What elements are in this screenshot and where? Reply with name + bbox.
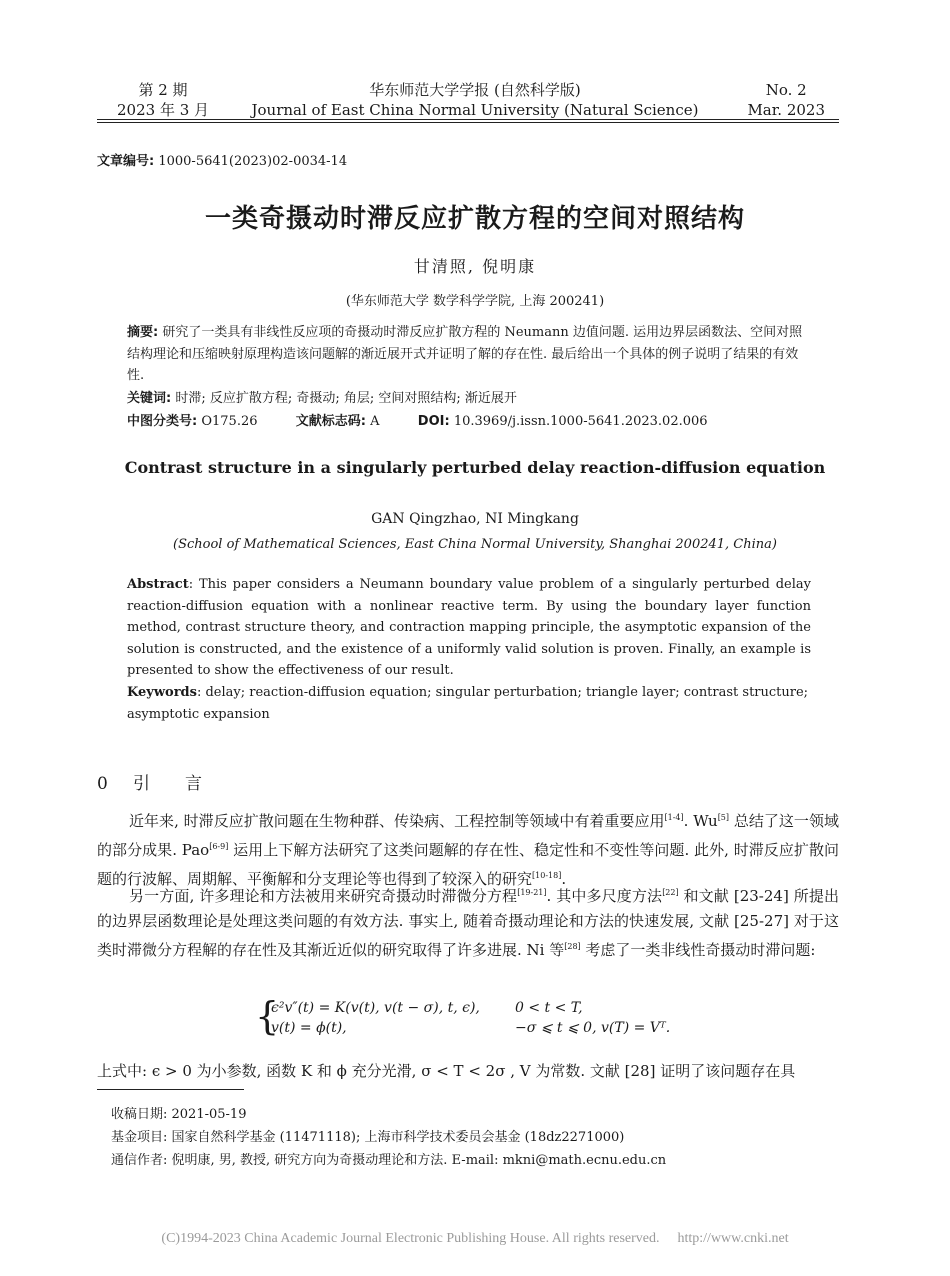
left-brace-icon: { (255, 994, 280, 1038)
issue-en: No. 2 (765, 81, 807, 99)
citation-22[interactable]: [22] (662, 888, 679, 897)
article-number-value: 1000-5641(2023)02-0034-14 (158, 154, 348, 169)
section-heading-introduction (97, 769, 202, 794)
p1-text-2: . Wu (683, 812, 718, 830)
header-rule-bottom (97, 122, 839, 123)
clc-value: O175.26 (201, 414, 258, 429)
abstract-cn (127, 322, 811, 387)
title-en: Contrast structure in a singularly perturbed delay reaction-diffusion equation (124, 458, 826, 477)
section-title-char1: 引 (133, 774, 150, 794)
affiliation-cn: (华东师范大学 数学科学学院, 上海 200241) (345, 294, 605, 309)
date-cn: 2023 年 3 月 (117, 101, 210, 119)
affiliation-en: (School of Mathematical Sciences, East China Normal University, Shanghai 200241, China) (173, 537, 777, 552)
p2-text-2: . 其中多尺度方法 (546, 887, 663, 905)
keywords-en-text: : delay; reaction-diffusion equation; singular perturbation; triangle layer; contrast structure; asymptotic expansion (127, 685, 809, 722)
copyright-url[interactable]: http://www.cnki.net (677, 1231, 789, 1246)
paragraph-2 (97, 880, 839, 963)
p2-text-3: 和文献 [23-24] 所提出的边界层函数理论是处理这类问题的有效方法. 事实上, 随着奇摄动理论和方法的快速发展, 文献 [25-27] 对于这类时滞微分方程解的存在性及其渐近近似的研究取得了许多进展. Ni 等 (97, 887, 839, 959)
keywords-cn-text: 时滞; 反应扩散方程; 奇摄动; 角层; 空间对照结构; 渐近展开 (175, 391, 517, 406)
doi-value: 10.3969/j.issn.1000-5641.2023.02.006 (453, 414, 708, 429)
paragraph-1 (97, 805, 839, 892)
eq-row2-right: −σ ⩽ t ⩽ 0, v(T) = Vᵀ. (515, 1020, 671, 1036)
p2-text-1: 另一方面, 许多理论和方法被用来研究奇摄动时滞微分方程 (129, 887, 518, 905)
copyright-text: (C)1994-2023 China Academic Journal Electronic Publishing House. All rights reserved. (161, 1231, 660, 1246)
date-en: Mar. 2023 (747, 101, 825, 119)
footnote-corresponding: 通信作者: 倪明康, 男, 教授, 研究方向为奇摄动理论和方法. E-mail: mkni@math.ecnu.edu.cn (111, 1153, 667, 1168)
clc-label: 中图分类号: (127, 414, 198, 429)
p1-text-5: . (561, 870, 567, 888)
citation-10-18[interactable]: [10-18] (532, 871, 562, 880)
classification-line (127, 411, 811, 433)
authors-cn: 甘清照, 倪明康 (413, 257, 537, 276)
citation-1-4[interactable]: [1-4] (664, 813, 684, 822)
article-number (97, 150, 347, 169)
p1-text-1: 近年来, 时滞反应扩散问题在生物种群、传染病、工程控制等领域中有着重要应用 (129, 812, 665, 830)
copyright-watermark (0, 1231, 950, 1247)
text-after-equation: 上式中: ϵ > 0 为小参数, 函数 K 和 ϕ 充分光滑, σ < T < 2σ , V 为常数. 文献 [28] 证明了该问题存在具 (97, 1062, 796, 1080)
p1-text-3: 总结了这一领域的部分成果. Pao (97, 812, 839, 859)
header-rule-top (97, 119, 839, 120)
footnote-funding: 基金项目: 国家自然科学基金 (11471118); 上海市科学技术委员会基金 (18dz2271000) (111, 1130, 625, 1145)
abstract-en-label: Abstract (127, 577, 189, 592)
footnote-rule (97, 1089, 244, 1090)
journal-name-en: Journal of East China Normal University (Natural Science) (251, 101, 699, 119)
authors-en: GAN Qingzhao, NI Mingkang (371, 511, 579, 527)
footnote-received: 收稿日期: 2021-05-19 (111, 1107, 247, 1122)
keywords-en-label: Keywords (127, 685, 197, 700)
equation-row-1 (271, 1000, 583, 1016)
keywords-cn (127, 388, 811, 410)
citation-28[interactable]: [28] (564, 942, 581, 951)
abstract-cn-text: 研究了一类具有非线性反应项的奇摄动时滞反应扩散方程的 Neumann 边值问题. 运用边界层函数法、空间对照结构理论和压缩映射原理构造该问题解的渐近展开式并证明了解的存在性. 最后给出一个具体的例子说明了结果的有效性. (127, 325, 803, 383)
article-number-label: 文章编号: (97, 154, 155, 169)
eq-row1-left: ϵ²v″(t) = K(v(t), v(t − σ), t, ϵ), (271, 1000, 480, 1016)
doi-label: DOI: (417, 414, 450, 429)
equation-row-2 (271, 1020, 671, 1036)
section-title-char2: 言 (185, 774, 202, 794)
issue-cn: 第 2 期 (138, 81, 188, 99)
citation-19-21[interactable]: [19-21] (517, 888, 547, 897)
doc-code-value: A (370, 414, 380, 429)
eq-row2-left: v(t) = ϕ(t), (271, 1020, 347, 1036)
running-header-left (117, 80, 209, 120)
p2-text-4: 考虑了一类非线性奇摄动时滞问题: (580, 941, 816, 959)
doc-code-label: 文献标志码: (295, 414, 366, 429)
journal-name-cn: 华东师范大学学报 (自然科学版) (369, 81, 581, 99)
abstract-en (127, 574, 811, 682)
p1-text-4: 运用上下解方法研究了这类问题解的存在性、稳定性和不变性等问题. 此外, 时滞反应扩散问题的行波解、周期解、平衡解和分支理论等也得到了较深入的研究 (97, 841, 839, 888)
keywords-cn-label: 关键词: (127, 391, 172, 406)
eq-row1-right: 0 < t < T, (515, 1000, 583, 1016)
citation-5[interactable]: [5] (717, 813, 730, 822)
running-header-right (747, 80, 825, 120)
abstract-cn-label: 摘要: (127, 325, 159, 340)
citation-6-9[interactable]: [6-9] (209, 842, 229, 851)
section-number: 0 (97, 774, 108, 794)
abstract-en-text: : This paper considers a Neumann boundary value problem of a singularly perturbed delay reaction-diffusion equation with a nonlinear reactive term. By using the boundary layer function method, contrast structure theory, and contraction mapping principle, the asymptotic expansion of the solution is constructed, and the existence of a uniformly valid solution is proven. Finally, an example is presented to show the effectiveness of our result. (127, 577, 811, 678)
keywords-en (127, 682, 811, 725)
title-cn: 一类奇摄动时滞反应扩散方程的空间对照结构 (204, 204, 745, 234)
